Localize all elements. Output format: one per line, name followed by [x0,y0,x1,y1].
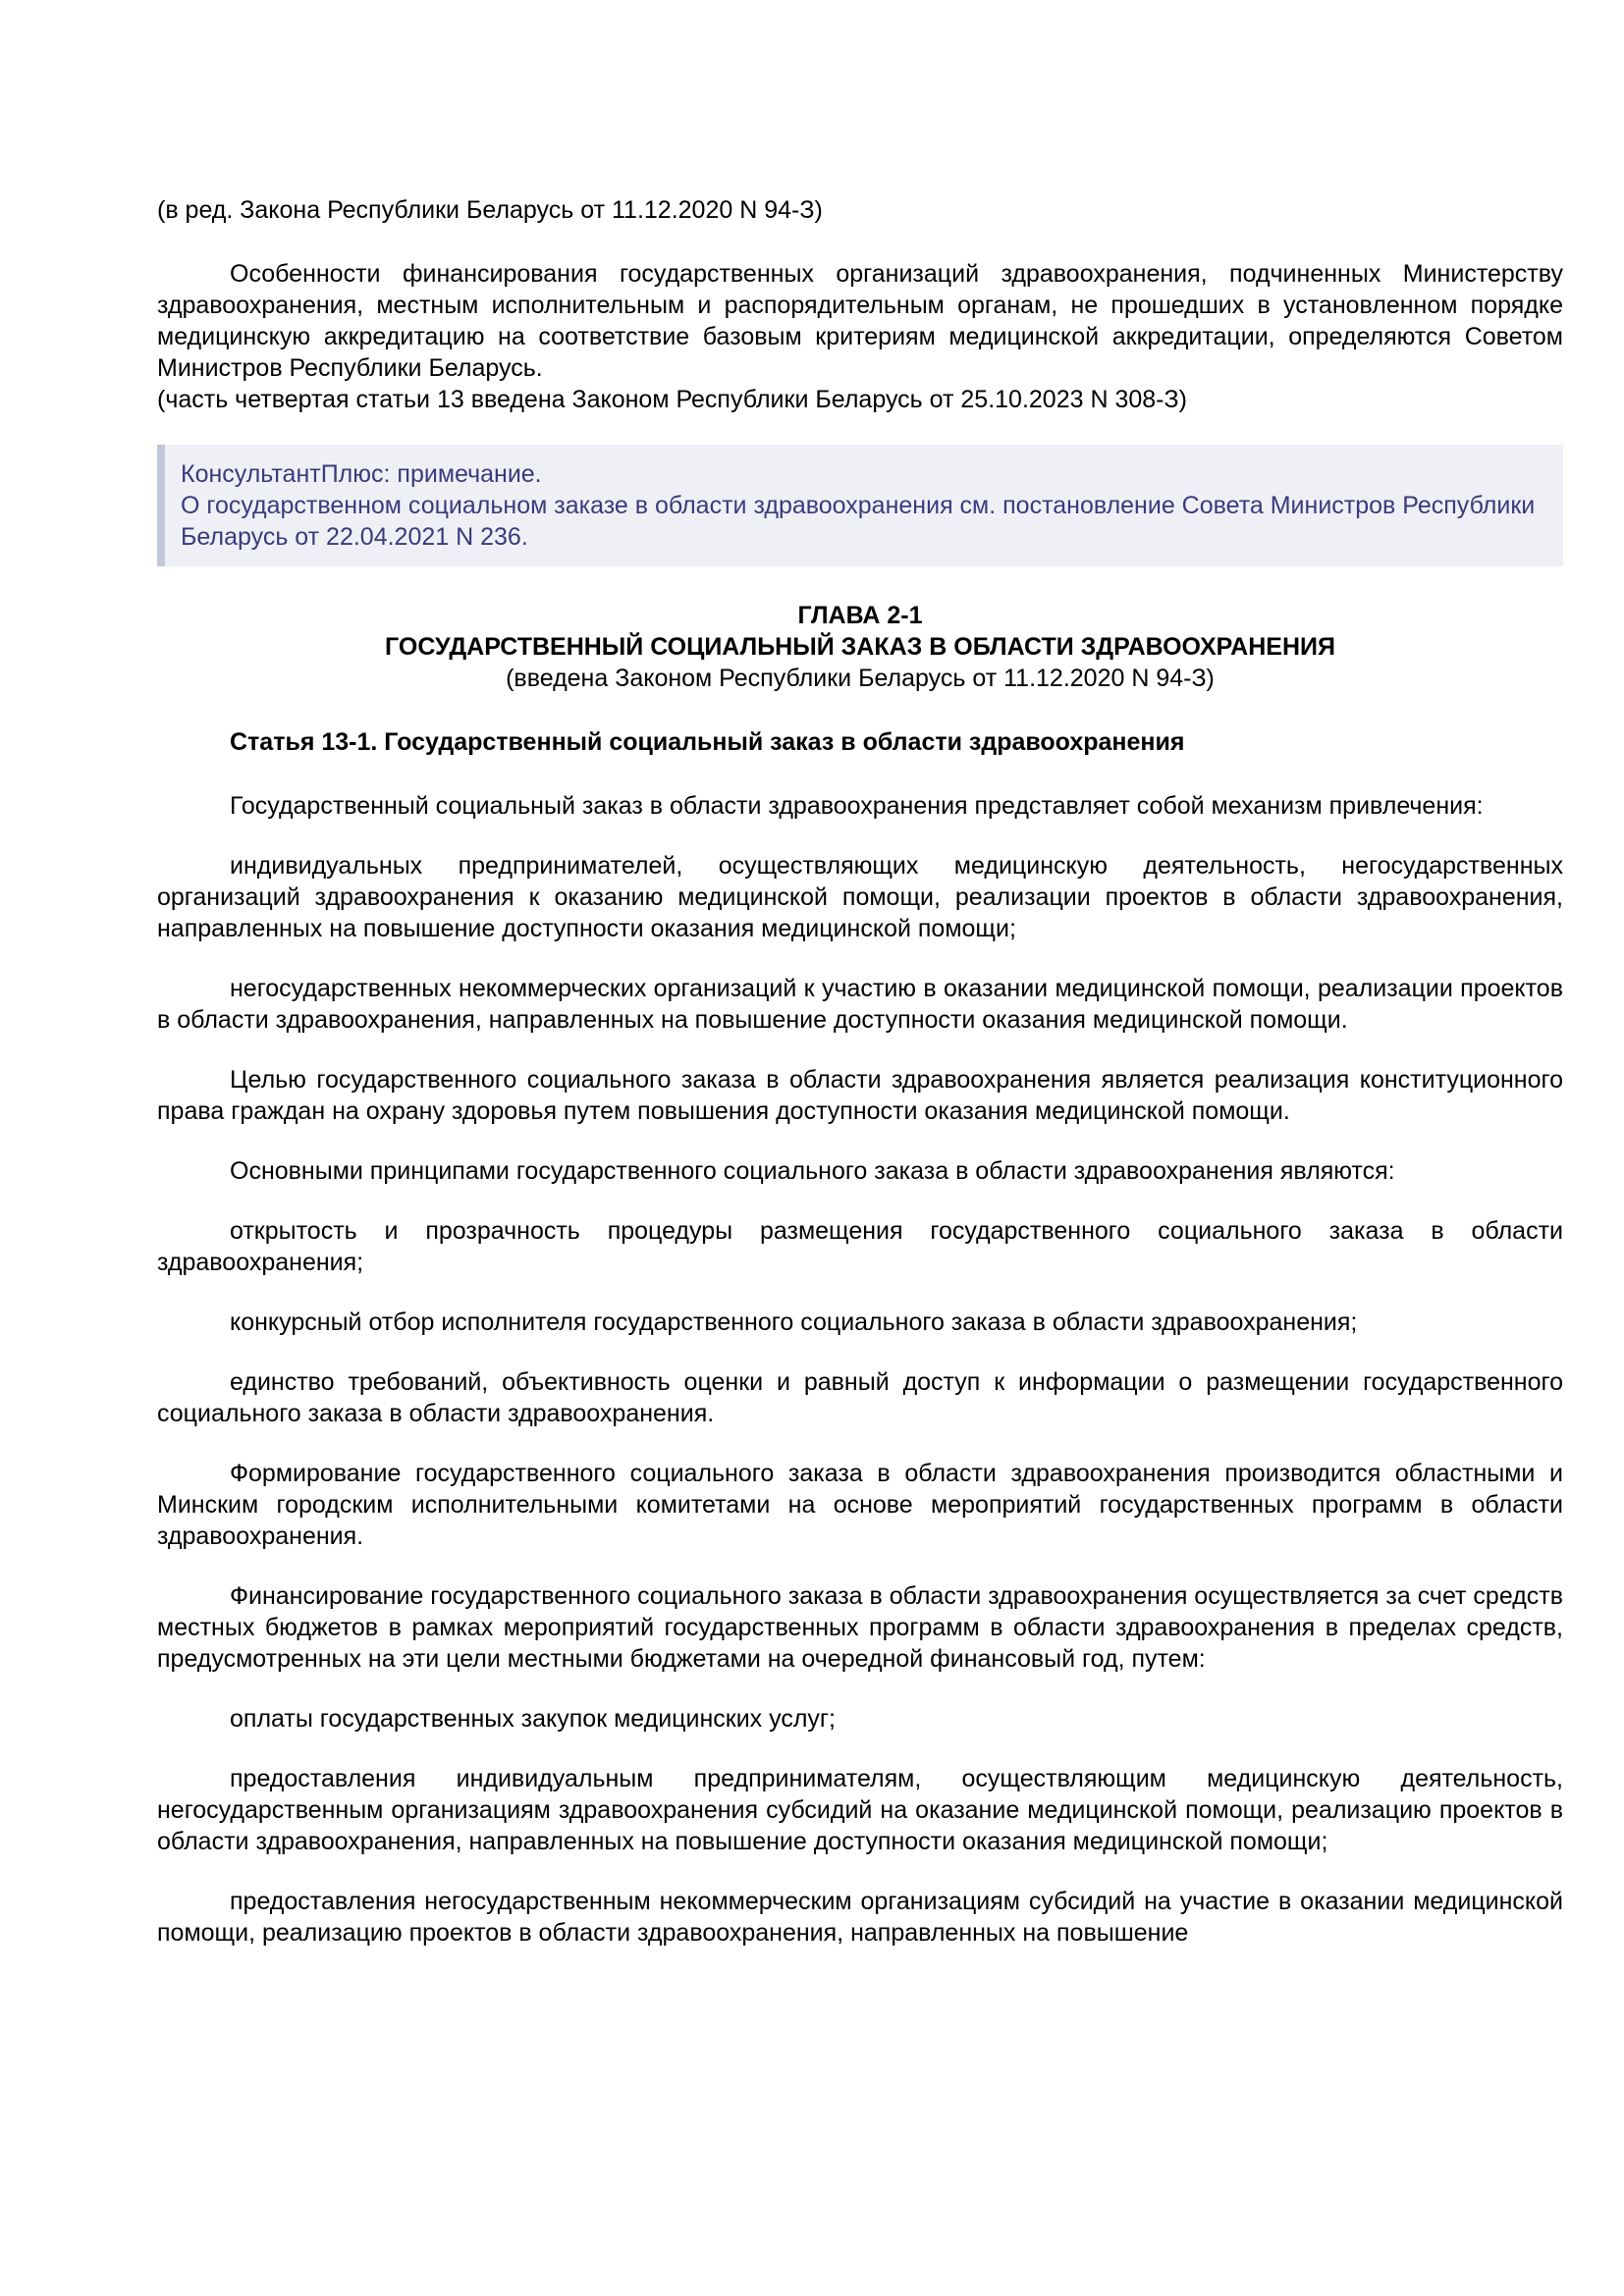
paragraph: единство требований, объективность оценки и равный доступ к информации о размещении государственного социального заказа в области здравоохранения. [157,1368,1563,1427]
paragraph: Государственный социальный заказ в области здравоохранения представляет собой механизм привлечения: [230,792,1484,820]
paragraph-financing-features: Особенности финансирования государственных организаций здравоохранения, подчиненных Министерству здравоохранения, местным исполнительным и распорядительным органам, не прошедших в установленном порядке медицинскую аккредитацию на соответствие базовым критериям медицинской аккредитации, определяются Советом Министров Республики Беларусь. [157,260,1563,382]
paragraph: Формирование государственного социального заказа в области здравоохранения производится областными и Минским городским исполнительными комитетами на основе мероприятий государственных программ в области здравоохранения. [157,1460,1563,1550]
paragraph: Финансирование государственного социального заказа в области здравоохранения осуществляется за счет средств местных бюджетов в рамках мероприятий государственных программ в области здравоохранения в пределах средств, предусмотренных на эти цели местными бюджетами на очередной финансовый год, путем: [157,1582,1564,1673]
paragraph: Целью государственного социального заказа в области здравоохранения является реализация конституционного права граждан на охрану здоровья путем повышения доступности оказания медицинской помощи. [157,1066,1563,1125]
article-title: Статья 13-1. Государственный социальный заказ в области здравоохранения [230,728,1185,756]
chapter-name: ГОСУДАРСТВЕННЫЙ СОЦИАЛЬНЫЙ ЗАКАЗ В ОБЛАСТИ ЗДРАВООХРАНЕНИЯ [385,633,1335,661]
paragraph: индивидуальных предпринимателей, осуществляющих медицинскую деятельность, негосударственных организаций здравоохранения к оказанию медицинской помощи, реализации проектов в области здравоохранения, направленных на повышение доступности оказания медицинской помощи; [157,852,1563,942]
paragraph: негосударственных некоммерческих организаций к участию в оказании медицинской помощи, реализации проектов в области здравоохранения, направленных на повышение доступности оказания медицинской помощи. [157,975,1563,1034]
edit-note: (в ред. Закона Республики Беларусь от 11.12.2020 N 94-З) [157,196,823,224]
paragraph: предоставления индивидуальным предпринимателям, осуществляющим медицинскую деятельность, негосударственным организациям здравоохранения субсидий на оказание медицинской помощи, реализацию проектов в области здравоохранения, направленных на повышение доступности оказания медицинской помощи; [157,1765,1563,1855]
amendment-note: (часть четвертая статьи 13 введена Законом Республики Беларусь от 25.10.2023 N 308-З) [157,386,1187,413]
consultant-note-box [157,445,1563,566]
paragraph: открытость и прозрачность процедуры размещения государственного социального заказа в области здравоохранения; [157,1217,1563,1276]
chapter-number: ГЛАВА 2-1 [797,602,923,629]
chapter-heading [157,600,1563,694]
consultant-note-title: КонсультантПлюс: примечание. [181,460,542,488]
paragraph: Основными принципами государственного социального заказа в области здравоохранения являются: [230,1157,1395,1185]
chapter-note: (введена Законом Республики Беларусь от 11.12.2020 N 94-З) [506,665,1215,692]
paragraph: конкурсный отбор исполнителя государственного социального заказа в области здравоохранения; [230,1308,1358,1336]
consultant-note-text: О государственном социальном заказе в области здравоохранения см. постановление Совета Министров Республики Беларусь от 22.04.2021 N 236. [181,492,1536,551]
paragraph: оплаты государственных закупок медицинских услуг; [230,1705,836,1733]
document-page [157,194,1563,1977]
paragraph: предоставления негосударственным некоммерческим организациям субсидий на участие в оказании медицинской помощи, реализацию проектов в области здравоохранения, направленных на повышение [157,1888,1563,1947]
